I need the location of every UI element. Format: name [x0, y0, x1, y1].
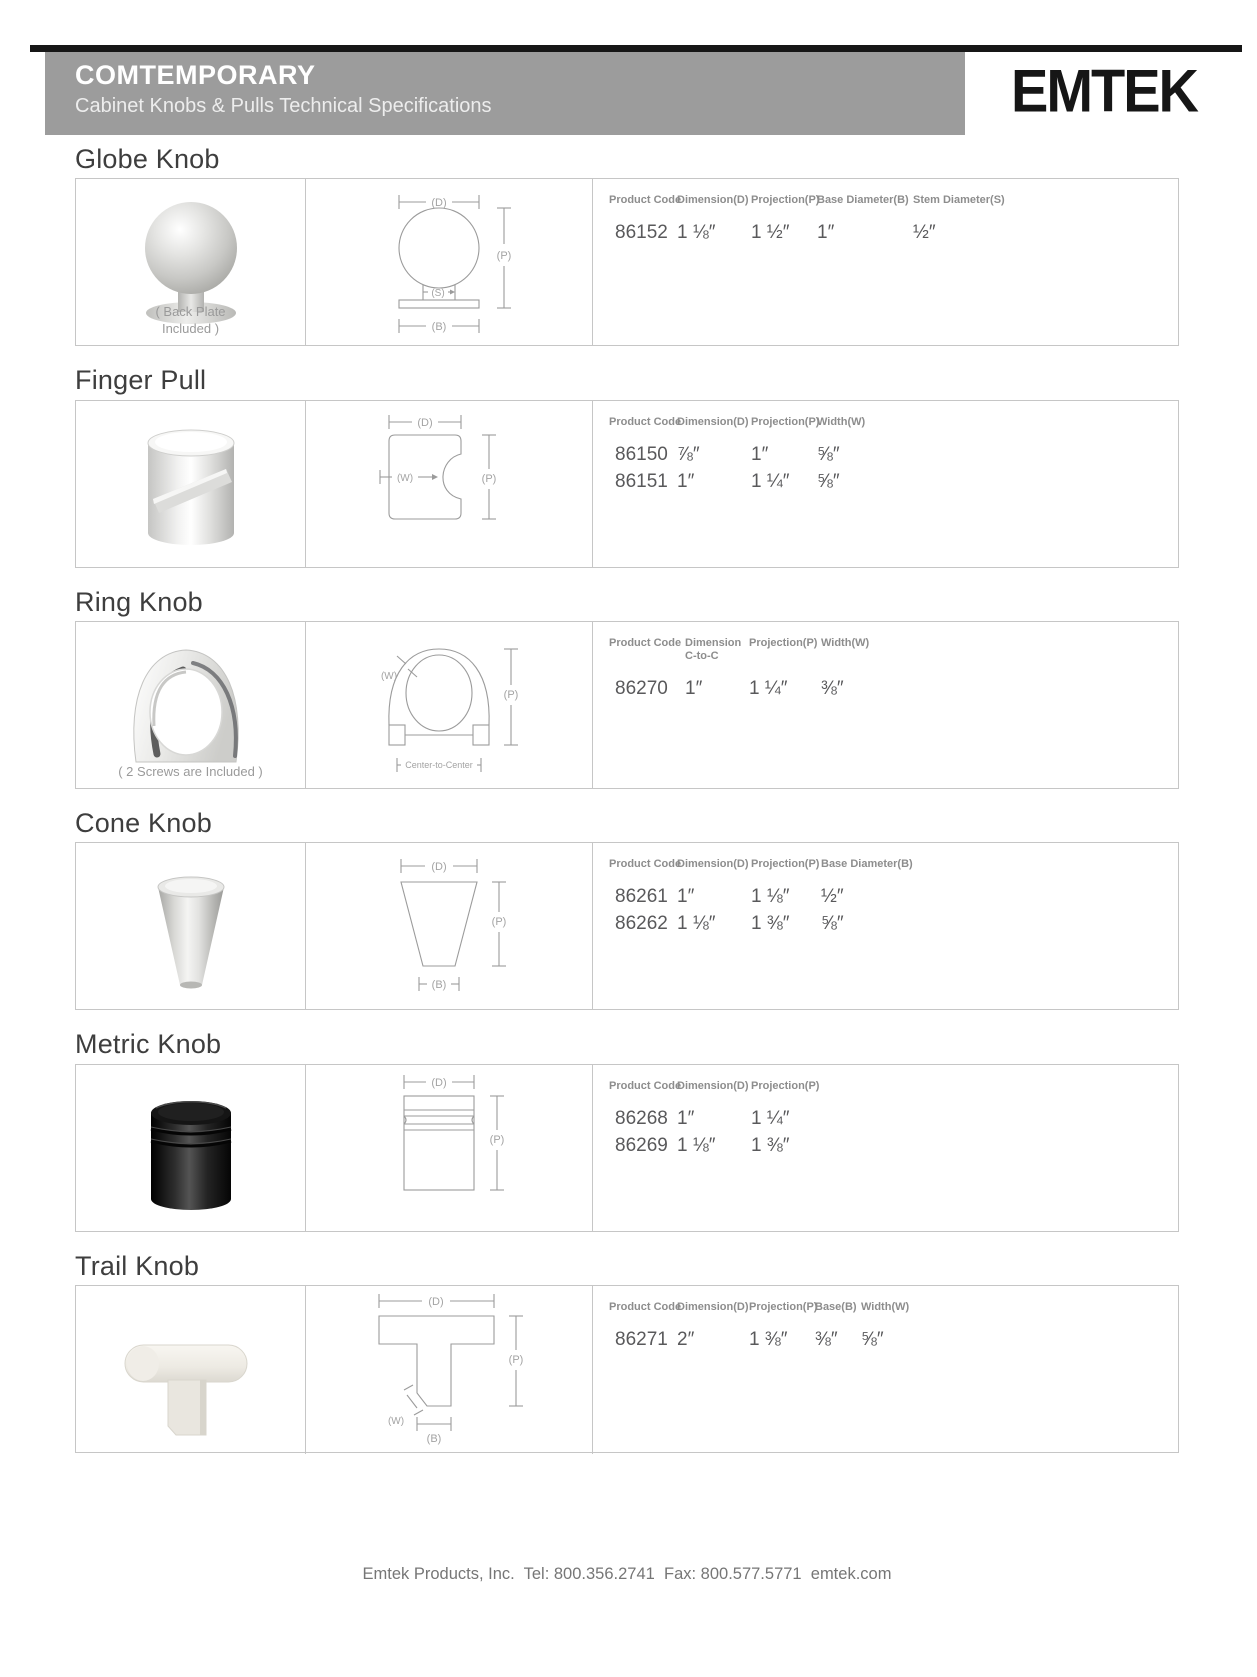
spec-value: ⅜″	[815, 1329, 838, 1351]
photo-caption: ( Back Plate Included )	[155, 304, 226, 337]
section-title: Metric Knob	[75, 1029, 222, 1060]
header-bar	[45, 45, 965, 135]
finger-pull-diagram	[349, 409, 549, 559]
column-header: Dimension(D)	[677, 1079, 749, 1092]
column-header-sub: C-to-C	[685, 650, 719, 663]
emtek-logo: EMTEK	[1011, 55, 1197, 125]
spec-value: 86151	[615, 470, 668, 492]
column-header: Width(W)	[821, 637, 870, 650]
column-header: Stem Diameter(S)	[913, 194, 1005, 207]
spec-table	[75, 621, 1179, 789]
column-header: Product Code	[609, 415, 682, 428]
spec-value: 86270	[615, 678, 668, 700]
dim-label-c2c: Center-to-Center	[405, 759, 473, 770]
spec-value: 1 ⅛″	[677, 1134, 716, 1156]
spec-value: ⅜″	[821, 678, 844, 700]
dim-label-b: (B)	[426, 1433, 442, 1446]
column-header: Projection(P)	[749, 637, 818, 650]
column-header: Product Code	[609, 194, 682, 207]
spec-value: 1″	[677, 470, 695, 492]
section-title: Globe Knob	[75, 144, 220, 174]
ring-knob-diagram	[349, 623, 549, 788]
trail-knob-diagram	[344, 1286, 554, 1454]
spec-values	[593, 179, 1178, 345]
spec-table	[75, 842, 1179, 1010]
section-title: Cone Knob	[75, 808, 212, 839]
spec-value: ⅝″	[817, 443, 840, 465]
page-subtitle: Cabinet Knobs & Pulls Technical Specifications	[75, 95, 492, 118]
content	[75, 145, 1179, 1453]
column-header: Projection(P)	[751, 858, 820, 871]
column-header: Product Code	[609, 858, 682, 871]
spec-values	[593, 401, 1178, 567]
section-trail-knob	[75, 1252, 1179, 1453]
finger-pull-photo	[91, 409, 291, 559]
column-header: Product Code	[609, 1301, 682, 1314]
spec-value: 1 ⅜″	[749, 1329, 788, 1351]
column-header: Dimension(D)	[677, 194, 749, 207]
spec-table	[75, 1285, 1179, 1453]
product-photo	[76, 179, 306, 345]
spec-value: 1 ¼″	[751, 470, 790, 492]
spec-value: 86261	[615, 886, 668, 908]
metric-knob-photo	[91, 1073, 291, 1223]
dim-label-w: (W)	[387, 1416, 405, 1428]
spec-value: ⅝″	[821, 913, 844, 935]
page-header	[45, 45, 1197, 135]
spec-value: 1 ⅛″	[677, 913, 716, 935]
spec-values	[593, 1286, 1178, 1454]
column-header: Product Code	[609, 1079, 682, 1092]
cone-knob-photo	[91, 851, 291, 1001]
dim-label-s: (S)	[431, 288, 445, 300]
spec-value: 86268	[615, 1107, 668, 1129]
spec-table	[75, 400, 1179, 568]
product-photo	[76, 1286, 306, 1454]
page-title: COMTEMPORARY	[75, 60, 316, 90]
spec-value: 1 ¼″	[749, 678, 788, 700]
dim-label-d: (D)	[431, 861, 447, 874]
product-photo	[76, 1065, 306, 1231]
dim-label-p: (P)	[491, 916, 507, 929]
spec-value: 1 ⅛″	[677, 222, 716, 244]
spec-value: 1″	[817, 222, 835, 244]
dim-label-p: (P)	[489, 1133, 505, 1146]
column-header: Projection(P)	[751, 194, 820, 207]
dim-label-p: (P)	[503, 688, 519, 701]
technical-diagram	[306, 843, 593, 1009]
dim-label-d: (D)	[431, 197, 447, 210]
spec-value: 1 ⅜″	[751, 1134, 790, 1156]
dim-label-w: (W)	[396, 472, 414, 484]
section-metric-knob	[75, 1030, 1179, 1231]
column-header: Dimension(D)	[677, 415, 749, 428]
cone-knob-diagram	[349, 846, 549, 1006]
spec-value: 86271	[615, 1329, 668, 1351]
spec-value: 1″	[685, 678, 703, 700]
column-header: Width(W)	[861, 1301, 910, 1314]
spec-value: 1 ⅜″	[751, 913, 790, 935]
section-ring-knob	[75, 588, 1179, 789]
column-header: Projection(P)	[751, 1079, 820, 1092]
ring-knob-photo	[91, 630, 291, 780]
product-photo	[76, 843, 306, 1009]
trail-knob-photo	[91, 1295, 291, 1445]
column-header-main: Dimension	[685, 637, 742, 650]
metric-knob-diagram	[349, 1068, 549, 1228]
spec-value: ½″	[913, 222, 936, 244]
column-header: Projection(P)	[751, 415, 820, 428]
section-cone-knob	[75, 809, 1179, 1010]
spec-table	[75, 178, 1179, 346]
spec-values	[593, 843, 1178, 1009]
spec-value: 2″	[677, 1329, 695, 1351]
spec-table	[75, 1064, 1179, 1232]
dim-label-p: (P)	[508, 1354, 524, 1367]
dim-label-b: (B)	[431, 321, 447, 334]
dim-label-b: (B)	[431, 979, 447, 992]
dim-label-d: (D)	[431, 1076, 447, 1089]
dim-label-d: (D)	[417, 416, 433, 429]
column-header: Dimension(D)	[677, 1301, 749, 1314]
spec-value: 1 ½″	[751, 222, 790, 244]
spec-value: 86150	[615, 443, 668, 465]
dim-label-w: (W)	[380, 670, 398, 682]
spec-value: ⅝″	[817, 470, 840, 492]
column-header: Projection(P)	[749, 1301, 818, 1314]
spec-values	[593, 622, 1178, 788]
column-header: Base(B)	[815, 1301, 857, 1314]
spec-value: 1″	[677, 886, 695, 908]
section-finger-pull	[75, 366, 1179, 567]
column-header: Base Diameter(B)	[817, 194, 909, 207]
photo-caption: ( 2 Screws are Included )	[118, 764, 263, 780]
globe-knob-diagram	[349, 182, 549, 342]
spec-value: 86269	[615, 1134, 668, 1156]
spec-values	[593, 1065, 1178, 1231]
spec-value: 1 ⅛″	[751, 886, 790, 908]
dim-label-p: (P)	[481, 472, 497, 485]
spec-value: 86262	[615, 913, 668, 935]
technical-diagram	[306, 622, 593, 788]
product-photo	[76, 622, 306, 788]
column-header: Product Code	[609, 637, 682, 650]
spec-value: 1 ¼″	[751, 1107, 790, 1129]
column-header	[685, 637, 749, 675]
dim-label-p: (P)	[496, 250, 512, 263]
product-photo	[76, 401, 306, 567]
spec-value: ⅞″	[677, 443, 700, 465]
page-footer: Emtek Products, Inc. Tel: 800.356.2741 Fax: 800.577.5771 emtek.com	[362, 1565, 892, 1584]
section-title: Finger Pull	[75, 365, 207, 396]
technical-diagram	[306, 401, 593, 567]
spec-value: ½″	[821, 886, 844, 908]
technical-diagram	[306, 179, 593, 345]
technical-diagram	[306, 1065, 593, 1231]
technical-diagram	[306, 1286, 593, 1454]
spec-value: 86152	[615, 222, 668, 244]
dim-label-d: (D)	[428, 1296, 444, 1309]
section-title: Ring Knob	[75, 586, 203, 617]
spec-value: ⅝″	[861, 1329, 884, 1351]
column-header: Width(W)	[817, 415, 866, 428]
page-top-strip	[30, 45, 1242, 52]
section-title: Trail Knob	[75, 1250, 200, 1281]
spec-value: 1″	[751, 443, 769, 465]
spec-value: 1″	[677, 1107, 695, 1129]
section-globe-knob	[75, 145, 1179, 346]
column-header: Dimension(D)	[677, 858, 749, 871]
column-header: Base Diameter(B)	[821, 858, 913, 871]
